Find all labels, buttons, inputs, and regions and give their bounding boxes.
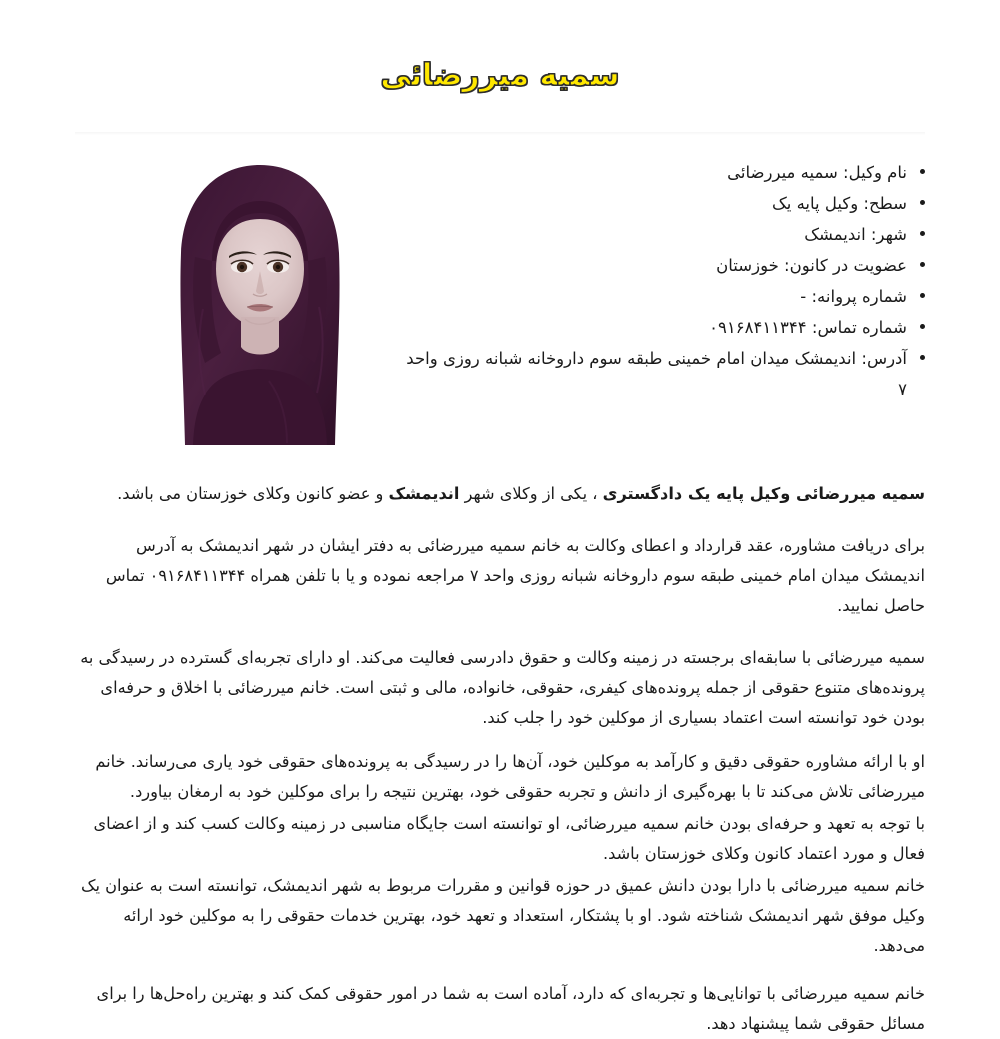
info-item-text: شماره تماس: ۰۹۱۶۸۴۱۱۳۴۴	[709, 318, 907, 338]
lead-paragraph	[75, 479, 925, 509]
bullet-icon	[920, 324, 925, 329]
bio-paragraph-2: او با ارائه مشاوره حقوقی دقیق و کارآمد به موکلین خود، آن‌ها را در رسیدگی به پرونده‌های حقوقی خود یاری می‌رساند. خانم میررضائی تلاش می‌کند تا با بهره‌گیری از دانش و تجربه حقوقی خود، بهترین نتیجه را برای موکلین خود به ارمغان بیاورد.	[95, 752, 925, 802]
lawyer-info-list	[405, 157, 925, 405]
list-item	[405, 281, 925, 312]
bullet-icon	[920, 231, 925, 236]
info-item-text: سطح: وکیل پایه یک	[771, 194, 907, 214]
list-item	[405, 188, 925, 219]
bullet-icon	[920, 262, 925, 267]
portrait-illustration	[169, 157, 351, 445]
bio-paragraph-4: خانم سمیه میررضائی با دارا بودن دانش عمیق در حوزه قوانین و مقررات مربوط به شهر اندیمشک، توانسته است به عنوان یک وکیل موفق شهر اندیمشک شناخته شود. او با پشتکار، استعداد و تعهد خود، بهترین خدمات حقوقی را به موکلین خود ارائه می‌دهد.	[81, 876, 925, 956]
contact-instructions-paragraph: برای دریافت مشاوره، عقد قرارداد و اعطای وکالت به خانم سمیه میررضائی به دفتر ایشان در شهر اندیمشک به آدرس اندیمشک میدان امام خمینی طبقه سوم داروخانه شبانه روزی واحد ۷ مراجعه نموده و یا با تلفن همراه ۰۹۱۶۸۴۱۱۳۴۴ تماس حاصل نمایید.	[105, 536, 925, 616]
bio-group	[75, 747, 925, 961]
profile-summary-section	[75, 135, 925, 457]
info-item-text: عضویت در کانون: خوزستان	[716, 256, 907, 276]
bullet-icon	[920, 293, 925, 298]
list-item	[405, 312, 925, 343]
list-item	[405, 250, 925, 281]
bullet-icon	[920, 200, 925, 205]
info-item-text: شهر: اندیمشک	[804, 225, 907, 245]
info-item-text: آدرس: اندیمشک میدان امام خمینی طبقه سوم داروخانه شبانه روزی واحد ۷	[406, 349, 907, 400]
lawyer-portrait-photo	[169, 157, 351, 445]
lead-tail-text: و عضو کانون وکلای خوزستان می باشد.	[117, 484, 389, 504]
list-item	[405, 219, 925, 250]
profile-body	[75, 457, 925, 1039]
page-title: سمیه میررضائی	[380, 58, 620, 94]
list-item	[405, 343, 925, 405]
info-item-text: شماره پروانه: -	[800, 287, 907, 307]
bullet-icon	[920, 169, 925, 174]
lead-strong-name: سمیه میررضائی وکیل پایه یک دادگستری	[602, 484, 925, 504]
info-item-text: نام وکیل: سمیه میررضائی	[727, 163, 907, 183]
lead-strong-city: اندیمشک	[388, 484, 460, 504]
lead-mid-text: ، یکی از وکلای شهر	[459, 484, 603, 504]
bullet-icon	[920, 355, 925, 360]
bio-paragraph-1: سمیه میررضائی با سابقه‌ای برجسته در زمینه وکالت و حقوق دادرسی فعالیت می‌کند. او دارای تجربه‌ای گسترده در رسیدگی به پرونده‌های متنوع حقوقی از جمله پرونده‌های کیفری، حقوقی، خانواده، مالی و ثبتی است. خانم میررضائی با اخلاق و حرفه‌ای بودن خود توانسته است اعتماد بسیاری از موکلین خود را جلب کند.	[80, 648, 925, 728]
bio-paragraph-3: با توجه به تعهد و حرفه‌ای بودن خانم سمیه میررضائی، او توانسته است جایگاه مناسبی در زمینه وکالت کسب کند و از اعضای فعال و مورد اعتماد کانون وکلای خوزستان باشد.	[93, 814, 925, 864]
list-item	[405, 157, 925, 188]
page-title-container	[0, 0, 1000, 120]
bio-paragraph-5: خانم سمیه میررضائی با توانایی‌ها و تجربه‌ای که دارد، آماده است به شما در امور حقوقی کمک کند و بهترین راه‌حل‌ها را برای مسائل حقوقی شما پیشنهاد دهد.	[96, 984, 925, 1034]
